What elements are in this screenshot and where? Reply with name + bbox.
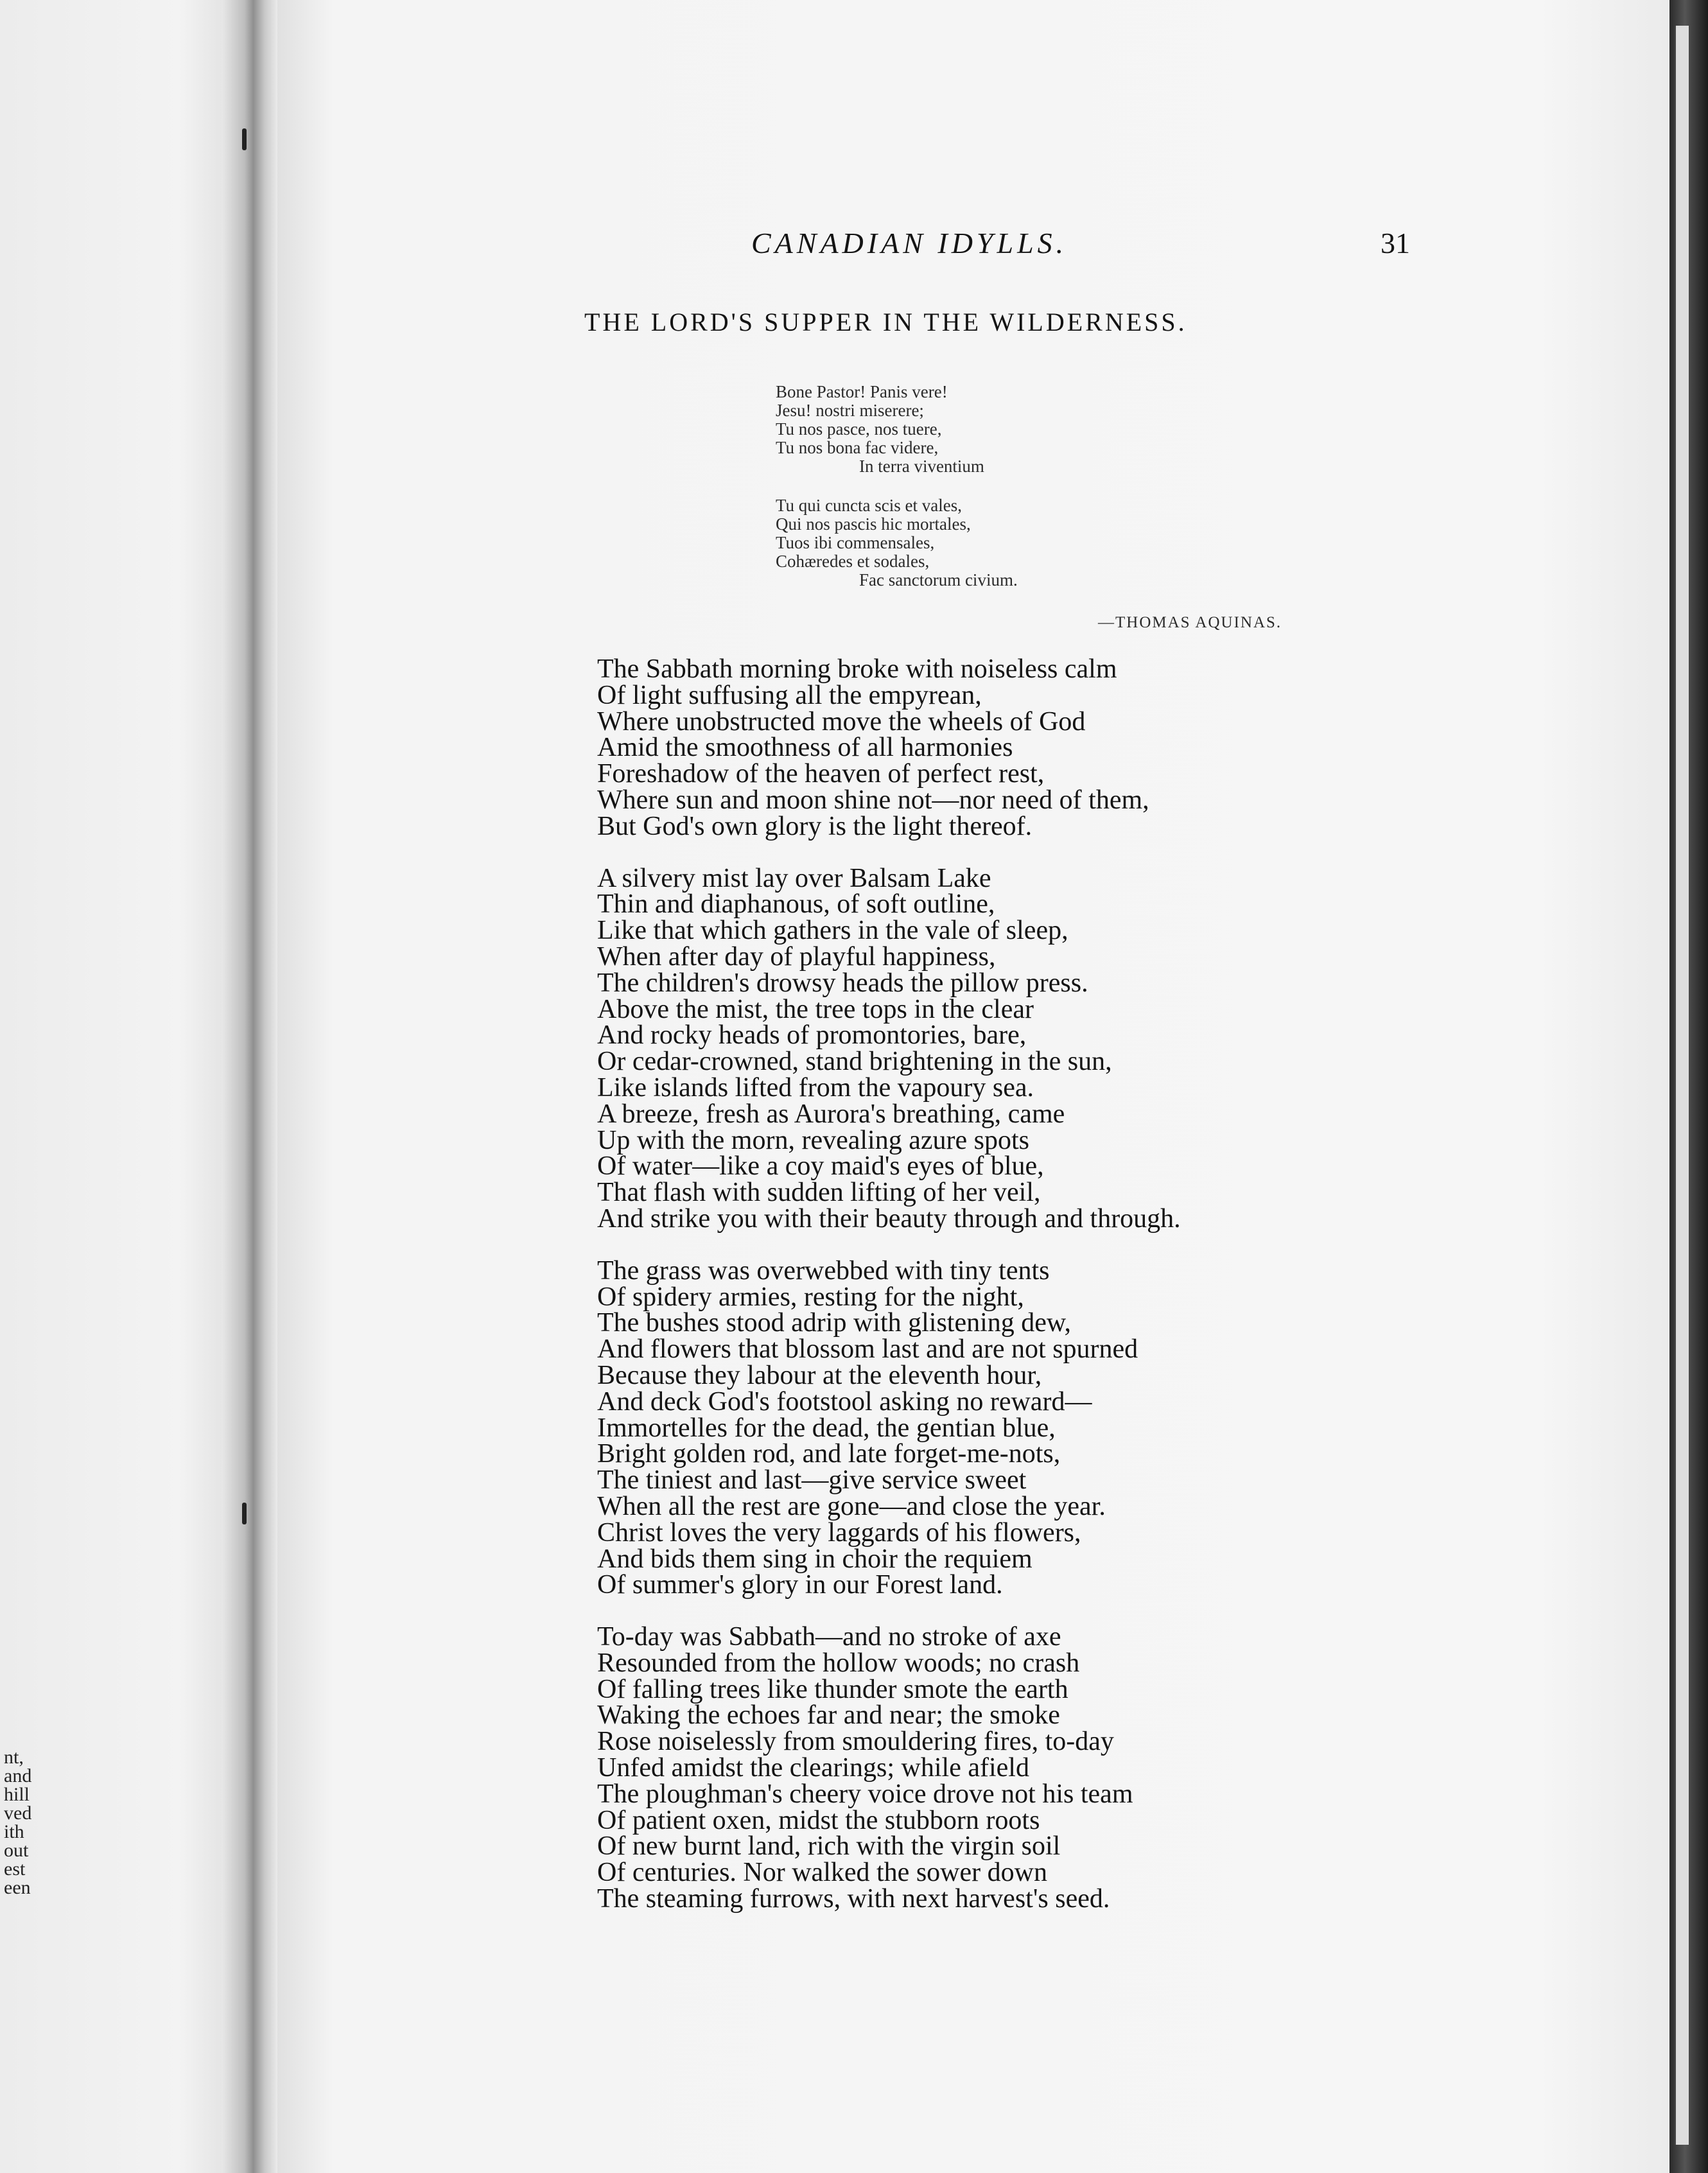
poem-title: THE LORD'S SUPPER IN THE WILDERNESS. — [584, 308, 1187, 336]
facing-page-fragment: out — [4, 1840, 29, 1861]
facing-page-fragment: nt, — [4, 1747, 24, 1768]
poem-stanza — [597, 863, 1181, 1234]
poem-line: And flowers that blossom last and are not spurned — [597, 1334, 1138, 1365]
poem-line: When all the rest are gone—and close the year. — [597, 1491, 1106, 1521]
poem-line: Where sun and moon shine not—nor need of them, — [597, 785, 1149, 815]
poem-line: Bright golden rod, and late forget-me-nots, — [597, 1439, 1061, 1469]
poem-line: Christ loves the very laggards of his flowers, — [597, 1517, 1081, 1548]
poem-line: A silvery mist lay over Balsam Lake — [597, 863, 991, 893]
poem-line: Of summer's glory in our Forest land. — [597, 1570, 1003, 1600]
epigraph-line: Tu nos bona fac videre, — [776, 438, 939, 457]
poem-line: Of water—like a coy maid's eyes of blue, — [597, 1151, 1044, 1182]
binding-mark — [242, 128, 247, 150]
poem-line: Because they labour at the eleventh hour, — [597, 1360, 1042, 1390]
poem-line: The grass was overwebbed with tiny tents — [597, 1255, 1050, 1286]
poem-line: The steaming furrows, with next harvest's seed. — [597, 1884, 1110, 1914]
page-number: 31 — [1381, 227, 1410, 259]
facing-page-fragment: and — [4, 1765, 32, 1786]
facing-page-text-fragments — [4, 1748, 31, 1897]
binding-mark — [242, 1503, 247, 1524]
epigraph-line: In terra viventium — [859, 457, 984, 476]
poem-stanza — [597, 1255, 1181, 1600]
facing-page-fragment: ith — [4, 1821, 24, 1842]
epigraph-attribution: —THOMAS AQUINAS. — [1098, 614, 1282, 631]
poem-line: Waking the echoes far and near; the smoke — [597, 1700, 1060, 1731]
facing-page-fragment: hill — [4, 1784, 30, 1805]
poem-line: Where unobstructed move the wheels of God — [597, 706, 1086, 737]
poem-line: Above the mist, the tree tops in the clear — [597, 994, 1034, 1024]
poem-line: And rocky heads of promontories, bare, — [597, 1020, 1027, 1051]
poem-stanza — [597, 1624, 1181, 1912]
facing-page-fragment: een — [4, 1877, 31, 1898]
running-head: CANADIAN IDYLLS. — [751, 227, 1068, 259]
poem-line: And bids them sing in choir the requiem — [597, 1544, 1033, 1574]
poem-line: Of spidery armies, resting for the night, — [597, 1282, 1024, 1312]
poem-line: The ploughman's cheery voice drove not his team — [597, 1779, 1133, 1809]
epigraph-line: Tu nos pasce, nos tuere, — [776, 419, 942, 439]
poem-line: And strike you with their beauty through and through. — [597, 1203, 1181, 1234]
poem-line: The bushes stood adrip with glistening dew, — [597, 1308, 1072, 1338]
poem-line: Or cedar-crowned, stand brightening in the sun, — [597, 1047, 1112, 1077]
facing-page — [0, 0, 257, 2173]
poem-line: When after day of playful happiness, — [597, 941, 996, 972]
poem-body — [597, 656, 1181, 1938]
poem-line: And deck God's footstool asking no reward— — [597, 1386, 1092, 1417]
page-edge — [1675, 26, 1689, 2145]
poem-line: Immortelles for the dead, the gentian blue, — [597, 1413, 1056, 1443]
epigraph-line: Tu qui cuncta scis et vales, — [776, 496, 962, 515]
poem-line: Of light suffusing all the empyrean, — [597, 680, 982, 710]
poem-line: But God's own glory is the light thereof. — [597, 811, 1033, 841]
poem-line: Of patient oxen, midst the stubborn roots — [597, 1805, 1040, 1835]
poem-line: Foreshadow of the heaven of perfect rest, — [597, 759, 1045, 789]
poem-line: Rose noiselessly from smouldering fires, to-day — [597, 1727, 1114, 1757]
epigraph-line: Tuos ibi commensales, — [776, 533, 935, 552]
book-gutter — [222, 0, 279, 2173]
poem-line: Unfed amidst the clearings; while afield — [597, 1753, 1029, 1783]
poem-line: Like that which gathers in the vale of sleep, — [597, 916, 1068, 946]
poem-line: Up with the morn, revealing azure spots — [597, 1125, 1029, 1155]
poem-line: That flash with sudden lifting of her veil, — [597, 1178, 1041, 1208]
poem-line: Of new burnt land, rich with the virgin soil — [597, 1831, 1061, 1862]
poem-line: To-day was Sabbath—and no stroke of axe — [597, 1622, 1061, 1652]
poem-stanza — [597, 656, 1181, 840]
facing-page-fragment: ved — [4, 1802, 32, 1824]
epigraph-line: Bone Pastor! Panis vere! — [776, 382, 948, 401]
poem-line: Of falling trees like thunder smote the earth — [597, 1674, 1068, 1704]
epigraph-line: Jesu! nostri miserere; — [776, 401, 924, 420]
epigraph-line: Cohæredes et sodales, — [776, 552, 930, 571]
poem-line: The Sabbath morning broke with noiseless calm — [597, 654, 1117, 684]
poem-line: Of centuries. Nor walked the sower down — [597, 1858, 1047, 1888]
epigraph — [776, 383, 1018, 589]
poem-line: The children's drowsy heads the pillow press. — [597, 968, 1088, 998]
poem-line: Amid the smoothness of all harmonies — [597, 733, 1013, 763]
poem-line: Like islands lifted from the vapoury sea. — [597, 1072, 1034, 1103]
poem-line: Thin and diaphanous, of soft outline, — [597, 889, 995, 920]
epigraph-line: Qui nos pascis hic mortales, — [776, 514, 971, 534]
poem-line: The tiniest and last—give service sweet — [597, 1465, 1027, 1496]
epigraph-line: Fac sanctorum civium. — [859, 570, 1018, 589]
poem-line: A breeze, fresh as Aurora's breathing, came — [597, 1099, 1065, 1129]
poem-line: Resounded from the hollow woods; no crash — [597, 1648, 1080, 1678]
facing-page-fragment: est — [4, 1858, 26, 1880]
